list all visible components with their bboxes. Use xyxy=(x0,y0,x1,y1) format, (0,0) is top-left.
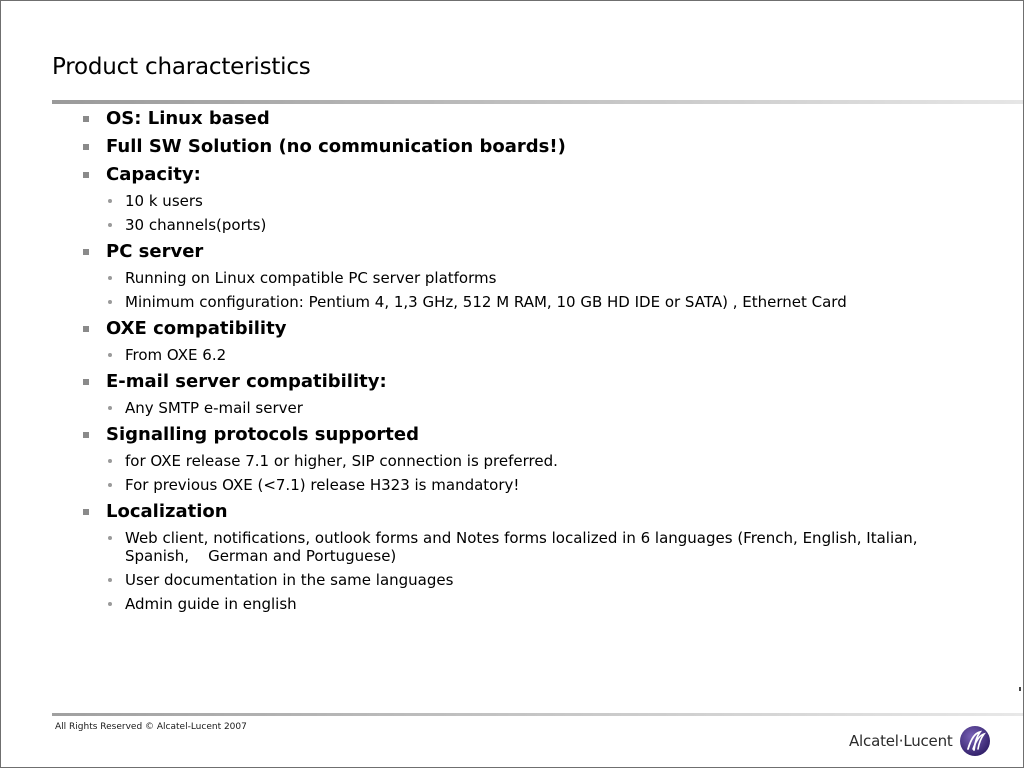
sub-bullet-item xyxy=(81,595,981,613)
round-bullet-icon xyxy=(108,406,112,410)
round-bullet-icon xyxy=(108,483,112,487)
alcatel-lucent-logo-icon xyxy=(959,725,991,757)
sub-bullet-item xyxy=(81,571,981,589)
bullet-text: Localization xyxy=(106,501,228,522)
sub-bullet-item xyxy=(81,476,981,494)
sub-bullet-text: 30 channels(ports) xyxy=(125,216,267,234)
round-bullet-icon xyxy=(108,353,112,357)
round-bullet-icon xyxy=(108,602,112,606)
sub-bullet-item xyxy=(81,269,981,287)
copyright-text: All Rights Reserved © Alcatel-Lucent 2007 xyxy=(55,722,247,732)
company-logo xyxy=(849,723,991,759)
square-bullet-icon xyxy=(83,509,89,515)
round-bullet-icon xyxy=(108,199,112,203)
bullet-item xyxy=(81,163,981,186)
bullet-text: Signalling protocols supported xyxy=(106,424,419,445)
round-bullet-icon xyxy=(108,276,112,280)
square-bullet-icon xyxy=(83,249,89,255)
square-bullet-icon xyxy=(83,379,89,385)
sub-bullet-text: 10 k users xyxy=(125,192,203,210)
round-bullet-icon xyxy=(108,300,112,304)
round-bullet-icon xyxy=(108,459,112,463)
sub-bullet-item xyxy=(81,529,955,565)
bullet-text: OS: Linux based xyxy=(106,108,270,129)
bullet-text: Full SW Solution (no communication boards!) xyxy=(106,136,566,157)
sub-bullet-text: From OXE 6.2 xyxy=(125,346,227,364)
square-bullet-icon xyxy=(83,172,89,178)
round-bullet-icon xyxy=(108,536,112,540)
logo-wordmark: Alcatel·Lucent xyxy=(849,732,953,750)
sub-bullet-item xyxy=(81,452,981,470)
bullet-item xyxy=(81,370,981,393)
sub-bullet-item xyxy=(81,192,981,210)
sub-bullet-item xyxy=(81,216,981,234)
sub-bullet-text: Minimum configuration: Pentium 4, 1,3 GHz, 512 M RAM, 10 GB HD IDE or SATA) , Ethernet Card xyxy=(125,293,847,311)
bullet-text: PC server xyxy=(106,241,204,262)
sub-bullet-text: for OXE release 7.1 or higher, SIP connection is preferred. xyxy=(125,452,558,470)
footer-divider xyxy=(52,713,1023,716)
sub-bullet-text: User documentation in the same languages xyxy=(125,571,454,589)
sub-bullet-text: Web client, notifications, outlook forms and Notes forms localized in 6 languages (French, English, Italian, Spanish, German and Portuguese) xyxy=(125,529,923,565)
sub-bullet-item xyxy=(81,293,981,311)
bullet-item xyxy=(81,107,981,130)
sub-bullet-text: For previous OXE (<7.1) release H323 is mandatory! xyxy=(125,476,520,494)
slide-title: Product characteristics xyxy=(52,54,311,80)
bullet-text: E-mail server compatibility: xyxy=(106,371,387,392)
square-bullet-icon xyxy=(83,144,89,150)
sub-bullet-item xyxy=(81,346,981,364)
sub-bullet-text: Any SMTP e-mail server xyxy=(125,399,303,417)
square-bullet-icon xyxy=(83,432,89,438)
bullet-item xyxy=(81,423,981,446)
bullet-text: OXE compatibility xyxy=(106,318,287,339)
bullet-item xyxy=(81,240,981,263)
bullet-text: Capacity: xyxy=(106,164,201,185)
sub-bullet-text: Running on Linux compatible PC server platforms xyxy=(125,269,497,287)
bullet-item xyxy=(81,317,981,340)
square-bullet-icon xyxy=(83,326,89,332)
sub-bullet-text: Admin guide in english xyxy=(125,595,297,613)
bullet-item xyxy=(81,500,981,523)
round-bullet-icon xyxy=(108,223,112,227)
sub-bullet-item xyxy=(81,399,981,417)
bullet-item xyxy=(81,135,981,158)
square-bullet-icon xyxy=(83,116,89,122)
round-bullet-icon xyxy=(108,578,112,582)
bullet-list xyxy=(81,104,981,613)
edge-mark xyxy=(1019,687,1021,691)
